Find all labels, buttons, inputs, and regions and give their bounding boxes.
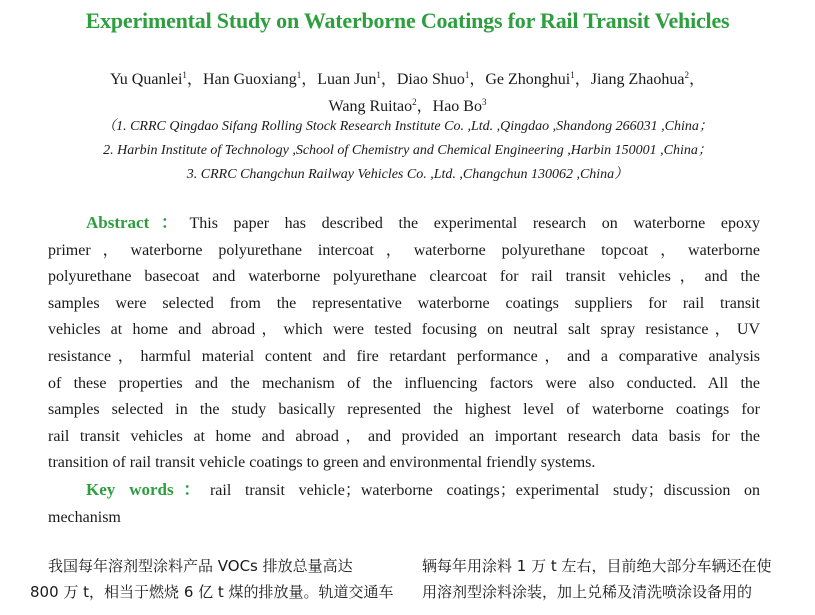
author-name: Wang Ruitao xyxy=(328,98,413,115)
abstract-line: resistance，harmful material content and fire retardant performance，and a comparative analysis xyxy=(48,347,761,365)
author-separator: ， xyxy=(416,98,433,115)
author-name: Hao Bo xyxy=(432,98,482,115)
keywords-line: Key words：rail transit vehicle；waterborne coatings；experimental study；discussion on xyxy=(86,479,760,499)
affiliation-1: （1. CRRC Qingdao Sifang Rolling Stock Research Institute Co. ,Ltd. ,Qingdao ,Shandong 266031 ,China； xyxy=(102,119,713,134)
abstract-line: primer，waterborne polyurethane intercoat，waterborne polyurethane topcoat，waterborne xyxy=(48,241,761,259)
abstract-line: vehicles at home and abroad，which were tested focusing on neutral salt spray resistance，UV xyxy=(48,321,760,339)
author-affiliation-mark: 1 xyxy=(376,70,381,80)
author-separator: ， xyxy=(469,71,486,88)
author-affiliation-mark: 1 xyxy=(570,70,575,80)
author-separator: ， xyxy=(380,71,397,88)
keywords-label: Key words： xyxy=(86,479,210,499)
affiliation-2: 2. Harbin Institute of Technology ,School of Chemistry and Chemical Engineering ,Harbin 150001 ,China； xyxy=(103,143,712,158)
abstract-line: Abstract：This paper has described the experimental research on waterborne epoxy xyxy=(86,213,760,232)
author-name: Luan Jun xyxy=(317,71,377,88)
author-separator: ， xyxy=(574,71,591,88)
author-name: Yu Quanlei xyxy=(109,71,183,88)
author-affiliation-mark: 1 xyxy=(464,70,470,80)
abstract-section xyxy=(48,210,760,531)
body-paragraph-line: 800 万 t，相当于燃烧 6 亿 t 煤的排放量。轨道交通车 xyxy=(30,583,394,601)
abstract-line: transition of rail transit vehicle coatings to green and environmental friendly systems. xyxy=(48,454,596,472)
author-separator: ， xyxy=(301,71,318,88)
abstract-label: Abstract： xyxy=(86,213,190,232)
author-separator: ， xyxy=(689,71,706,88)
author-name: Diao Shuo xyxy=(396,71,465,88)
abstract-line: rail transit vehicles at home and abroad，and provided an important research data basis for the xyxy=(48,427,760,445)
paper-title: Experimental Study on Waterborne Coatings for Rail Transit Vehicles xyxy=(85,8,730,33)
body-paragraph-line: 辆每年用涂料 1 万 t 左右，目前绝大部分车辆还在使 xyxy=(422,557,772,575)
body-column-left xyxy=(30,553,394,605)
author-name: Han Guoxiang xyxy=(202,71,297,88)
author-affiliation-mark: 2 xyxy=(412,97,417,107)
keywords-line: mechanism xyxy=(48,508,121,526)
abstract-line: samples were selected from the representative waterborne coatings suppliers for rail transit xyxy=(48,294,760,312)
abstract-line: polyurethane basecoat and waterborne polyurethane clearcoat for rail transit vehicles，and the xyxy=(48,268,760,286)
author-name: Ge Zhonghui xyxy=(485,71,571,88)
body-paragraph-line: 用溶剂型涂料涂装，加上兑稀及清洗喷涂设备用的 xyxy=(422,583,753,601)
abstract-line: samples selected in the study basically represented the highest level of waterborne coatings for xyxy=(48,401,760,419)
abstract-line: of these properties and the mechanism of the influencing factors were also conducted. All the xyxy=(48,374,760,392)
author-affiliation-mark: 1 xyxy=(182,70,187,80)
affiliation-3: 3. CRRC Changchun Railway Vehicles Co. ,Ltd. ,Changchun 130062 ,China） xyxy=(186,167,629,182)
body-column-right xyxy=(422,553,794,605)
author-separator: ， xyxy=(186,71,203,88)
author-name: Jiang Zhaohua xyxy=(590,71,685,88)
author-affiliation-mark: 3 xyxy=(481,97,487,107)
body-paragraph-line: 我国每年溶剂型涂料产品 VOCs 排放总量高达 xyxy=(48,557,353,575)
author-affiliation-mark: 2 xyxy=(684,70,689,80)
author-affiliation-mark: 1 xyxy=(296,70,302,80)
